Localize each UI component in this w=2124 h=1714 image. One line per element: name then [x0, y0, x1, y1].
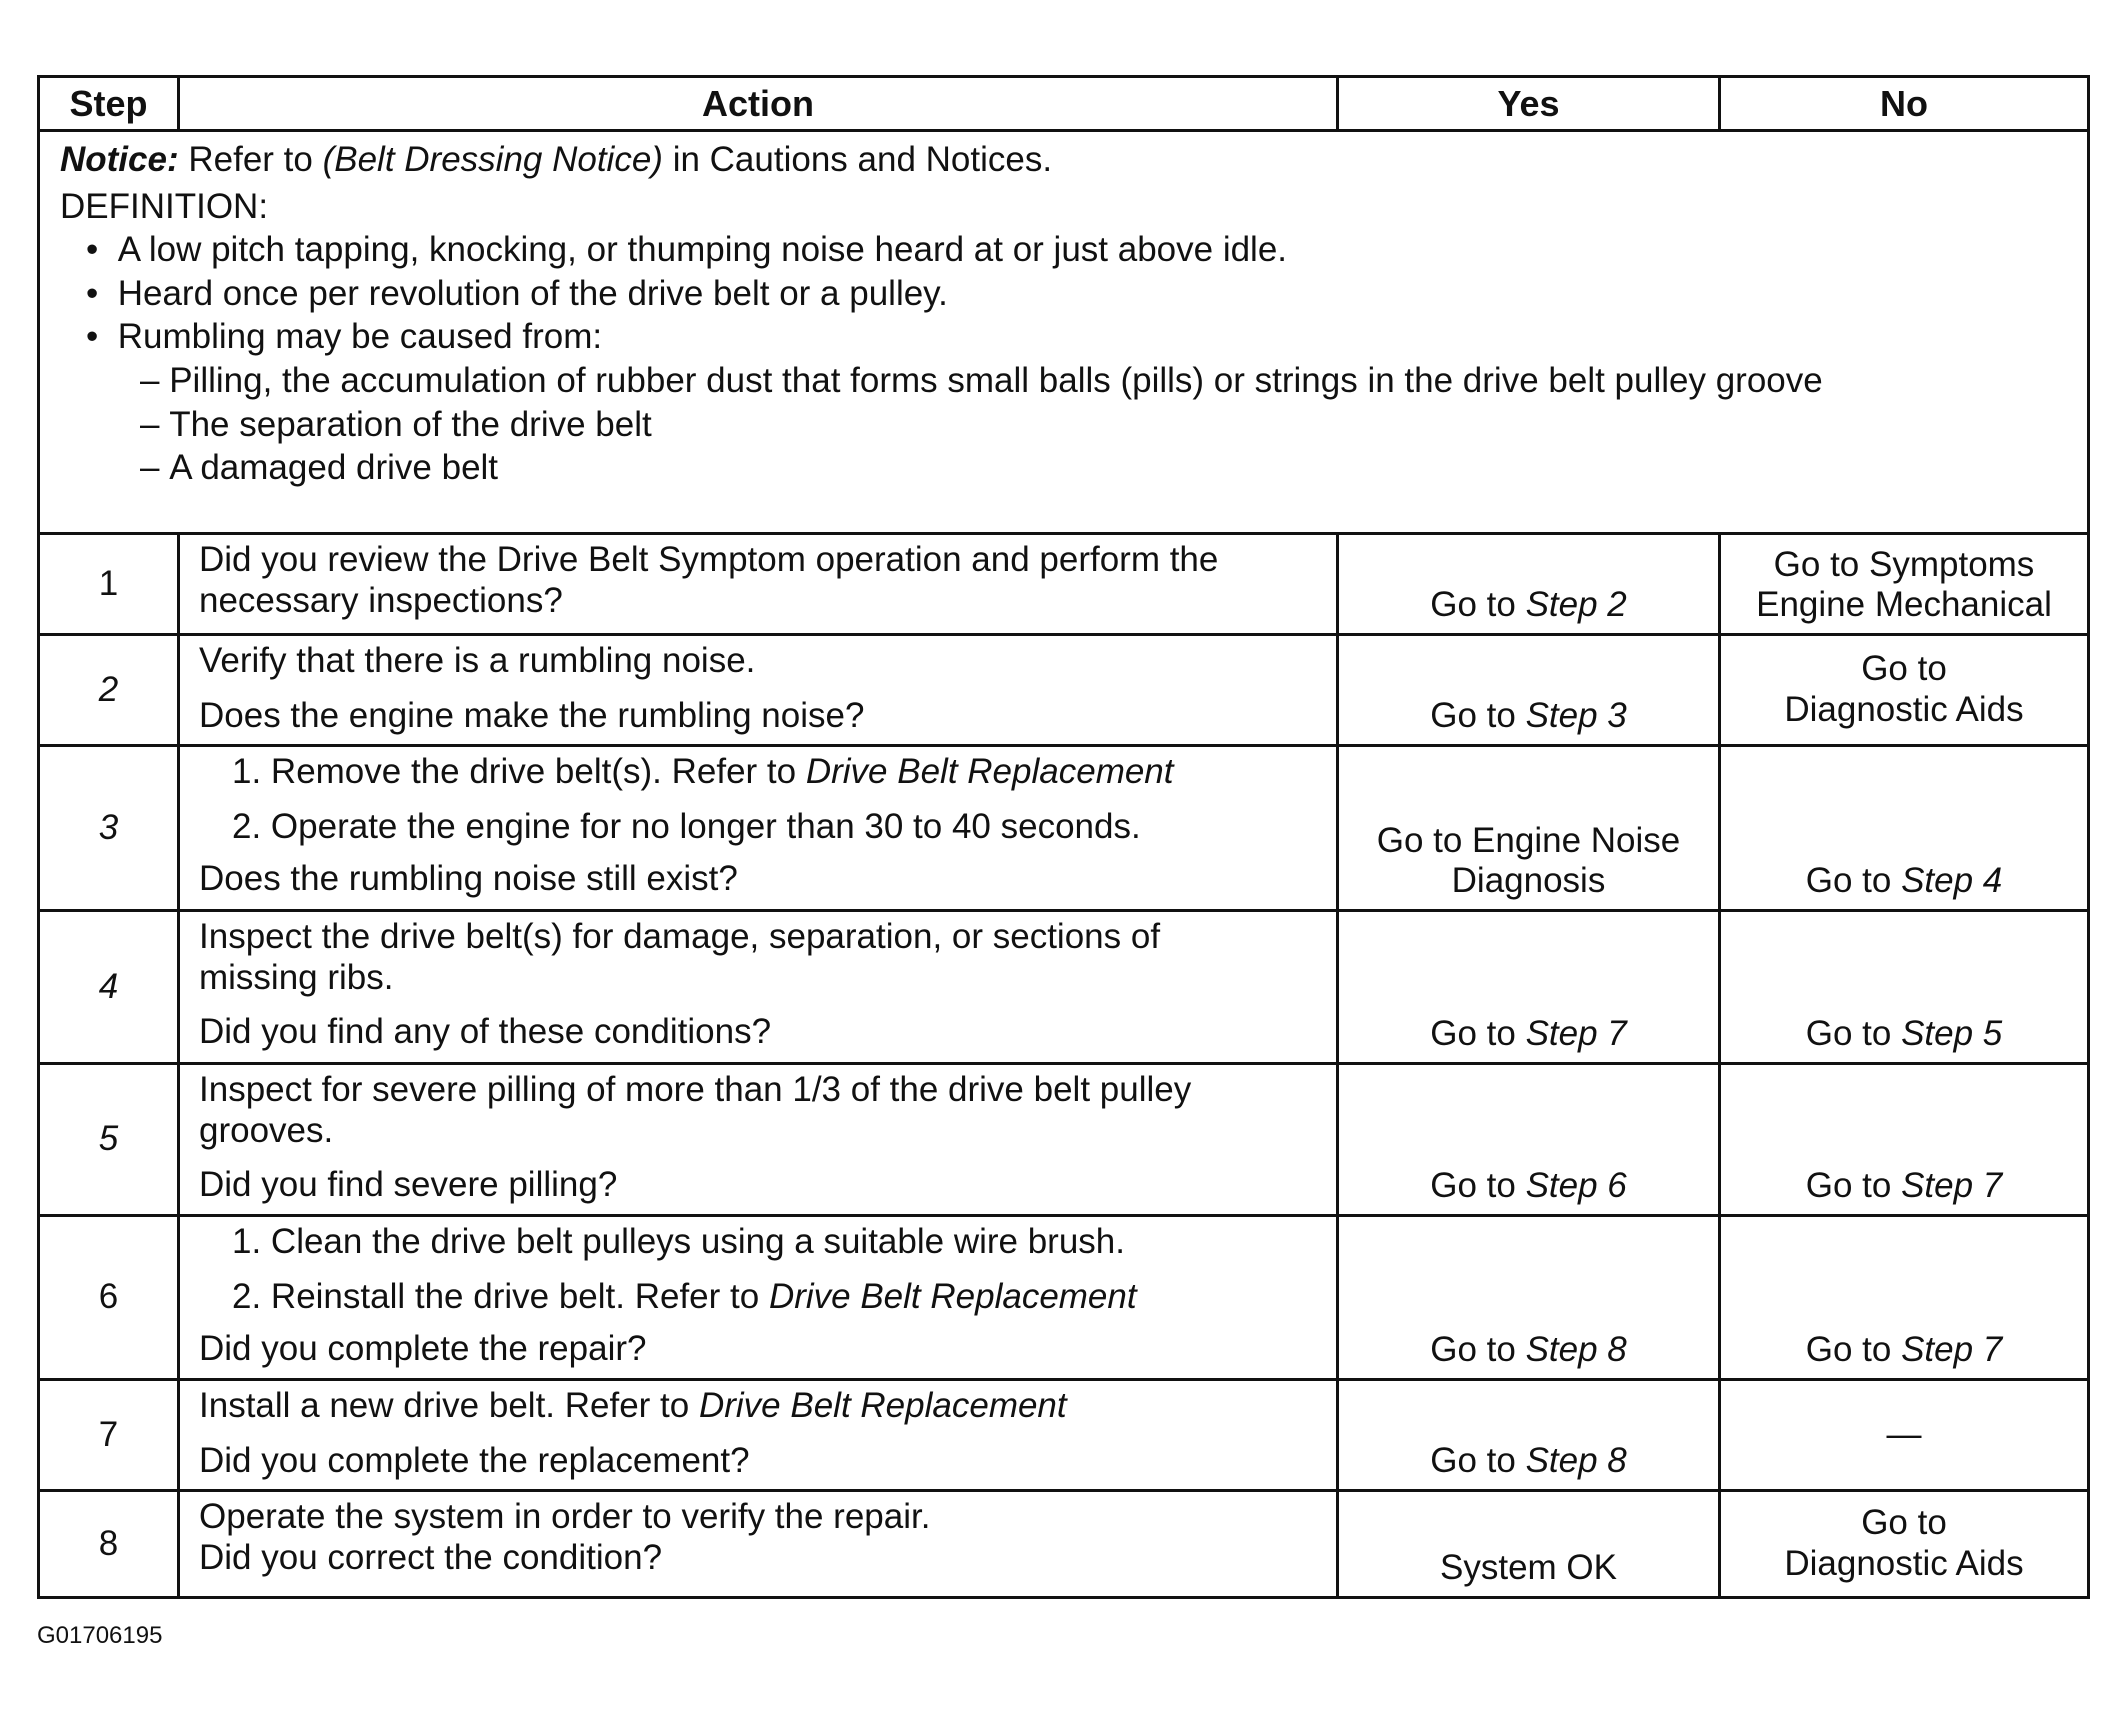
- yes-cell: System OK: [1338, 1491, 1720, 1598]
- header-action: Action: [179, 77, 1338, 131]
- table-row: [39, 635, 2089, 746]
- question: Did you find severe pilling?: [199, 1165, 618, 1205]
- step-link[interactable]: Step 5: [1901, 1014, 2003, 1054]
- definition-heading: DEFINITION:: [60, 186, 269, 226]
- no-cell: Go to Symptoms Engine Mechanical: [1720, 534, 2089, 635]
- table-row: [39, 746, 2089, 911]
- action-cell: Verify that there is a rumbling noise. Does the engine make the rumbling noise?: [179, 635, 1338, 746]
- step-number: 2: [39, 635, 179, 746]
- header-yes: Yes: [1338, 77, 1720, 131]
- numbered-step: 1. Clean the drive belt pulleys using a suitable wire brush.: [232, 1222, 1125, 1261]
- action-cell: Operate the system in order to verify the repair. Did you correct the condition?: [179, 1491, 1338, 1598]
- step-link[interactable]: Step 7: [1901, 1166, 2003, 1206]
- action-cell: Install a new drive belt. Refer to Drive Belt Replacement Did you complete the replacement?: [179, 1380, 1338, 1491]
- table-row: [39, 534, 2089, 635]
- step-number: 5: [39, 1064, 179, 1216]
- no-cell: Go to Diagnostic Aids: [1720, 635, 2089, 746]
- question: Did you complete the replacement?: [199, 1440, 750, 1480]
- yes-cell: Go to Step 6: [1338, 1064, 1720, 1216]
- yes-cell: Go to Step 7: [1338, 911, 1720, 1064]
- step-link[interactable]: Step 6: [1525, 1166, 1627, 1206]
- notice-cell: [39, 131, 2089, 534]
- no-cell: Go to Step 5: [1720, 911, 2089, 1064]
- notice-label: Notice:: [60, 140, 179, 179]
- step-link[interactable]: Step 3: [1525, 696, 1627, 736]
- definition-bullet: • A low pitch tapping, knocking, or thumping noise heard at or just above idle.: [86, 230, 1288, 270]
- step-link[interactable]: Step 2: [1525, 585, 1627, 625]
- table-row: [39, 1491, 2089, 1598]
- action-cell: [179, 746, 1338, 911]
- step-link[interactable]: Step 7: [1901, 1330, 2003, 1370]
- question: Did you complete the repair?: [199, 1329, 647, 1369]
- figure-code: G01706195: [37, 1622, 163, 1649]
- step-number: 6: [39, 1216, 179, 1380]
- diagnostic-table: [37, 75, 2090, 1599]
- header-step: Step: [39, 77, 179, 131]
- step-number: 1: [39, 534, 179, 635]
- yes-cell: Go to Step 3: [1338, 635, 1720, 746]
- step-number: 7: [39, 1380, 179, 1491]
- cause-item: – The separation of the drive belt: [140, 404, 652, 444]
- step-link[interactable]: Step 8: [1525, 1441, 1627, 1481]
- action-cell: Inspect for severe pilling of more than 1/3 of the drive belt pulley grooves. Did you find severe pilling?: [179, 1064, 1338, 1216]
- notice-pre: Refer to: [178, 140, 323, 179]
- definition-bullet: • Rumbling may be caused from:: [86, 317, 603, 357]
- table-row: [39, 1216, 2089, 1380]
- notice-ref: (Belt Dressing Notice): [322, 140, 663, 179]
- table-row: [39, 1064, 2089, 1216]
- no-cell: —: [1720, 1380, 2089, 1491]
- numbered-step: 2. Reinstall the drive belt. Refer to Drive Belt Replacement: [232, 1276, 1137, 1316]
- definition-bullet: • Heard once per revolution of the drive belt or a pulley.: [86, 273, 948, 313]
- header-no: No: [1720, 77, 2089, 131]
- question: Does the rumbling noise still exist?: [199, 859, 738, 899]
- cause-item: – Pilling, the accumulation of rubber dust that forms small balls (pills) or strings in the drive belt pulley groove: [140, 360, 1823, 400]
- step-link[interactable]: Step 8: [1525, 1330, 1627, 1370]
- numbered-step: 2. Operate the engine for no longer than 30 to 40 seconds.: [232, 806, 1141, 846]
- cause-item: – A damaged drive belt: [140, 448, 499, 488]
- action-cell: Did you review the Drive Belt Symptom operation and perform the necessary inspections?: [179, 534, 1338, 635]
- question: Did you find any of these conditions?: [199, 1012, 772, 1052]
- yes-cell: Go to Step 8: [1338, 1380, 1720, 1491]
- notice-row: [39, 131, 2089, 534]
- action-cell: [179, 1216, 1338, 1380]
- notice-post: in Cautions and Notices.: [662, 140, 1053, 179]
- step-number: 4: [39, 911, 179, 1064]
- yes-cell: Go to Engine Noise Diagnosis: [1338, 746, 1720, 911]
- table-row: [39, 1380, 2089, 1491]
- yes-cell: Go to Step 8: [1338, 1216, 1720, 1380]
- table-row: [39, 911, 2089, 1064]
- no-cell: Go to Step 7: [1720, 1216, 2089, 1380]
- step-link[interactable]: Step 4: [1901, 861, 2003, 901]
- header-row: [39, 77, 2089, 131]
- step-link[interactable]: Step 7: [1525, 1014, 1627, 1054]
- yes-cell: Go to Step 2: [1338, 534, 1720, 635]
- notice-line: [60, 140, 2067, 181]
- action-cell: Inspect the drive belt(s) for damage, separation, or sections of missing ribs. Did you find any of these conditions?: [179, 911, 1338, 1064]
- numbered-step: 1. Remove the drive belt(s). Refer to Drive Belt Replacement: [232, 752, 1174, 791]
- no-cell: Go to Step 4: [1720, 746, 2089, 911]
- no-cell: Go to Diagnostic Aids: [1720, 1491, 2089, 1598]
- no-cell: Go to Step 7: [1720, 1064, 2089, 1216]
- step-number: 8: [39, 1491, 179, 1598]
- step-number: 3: [39, 746, 179, 911]
